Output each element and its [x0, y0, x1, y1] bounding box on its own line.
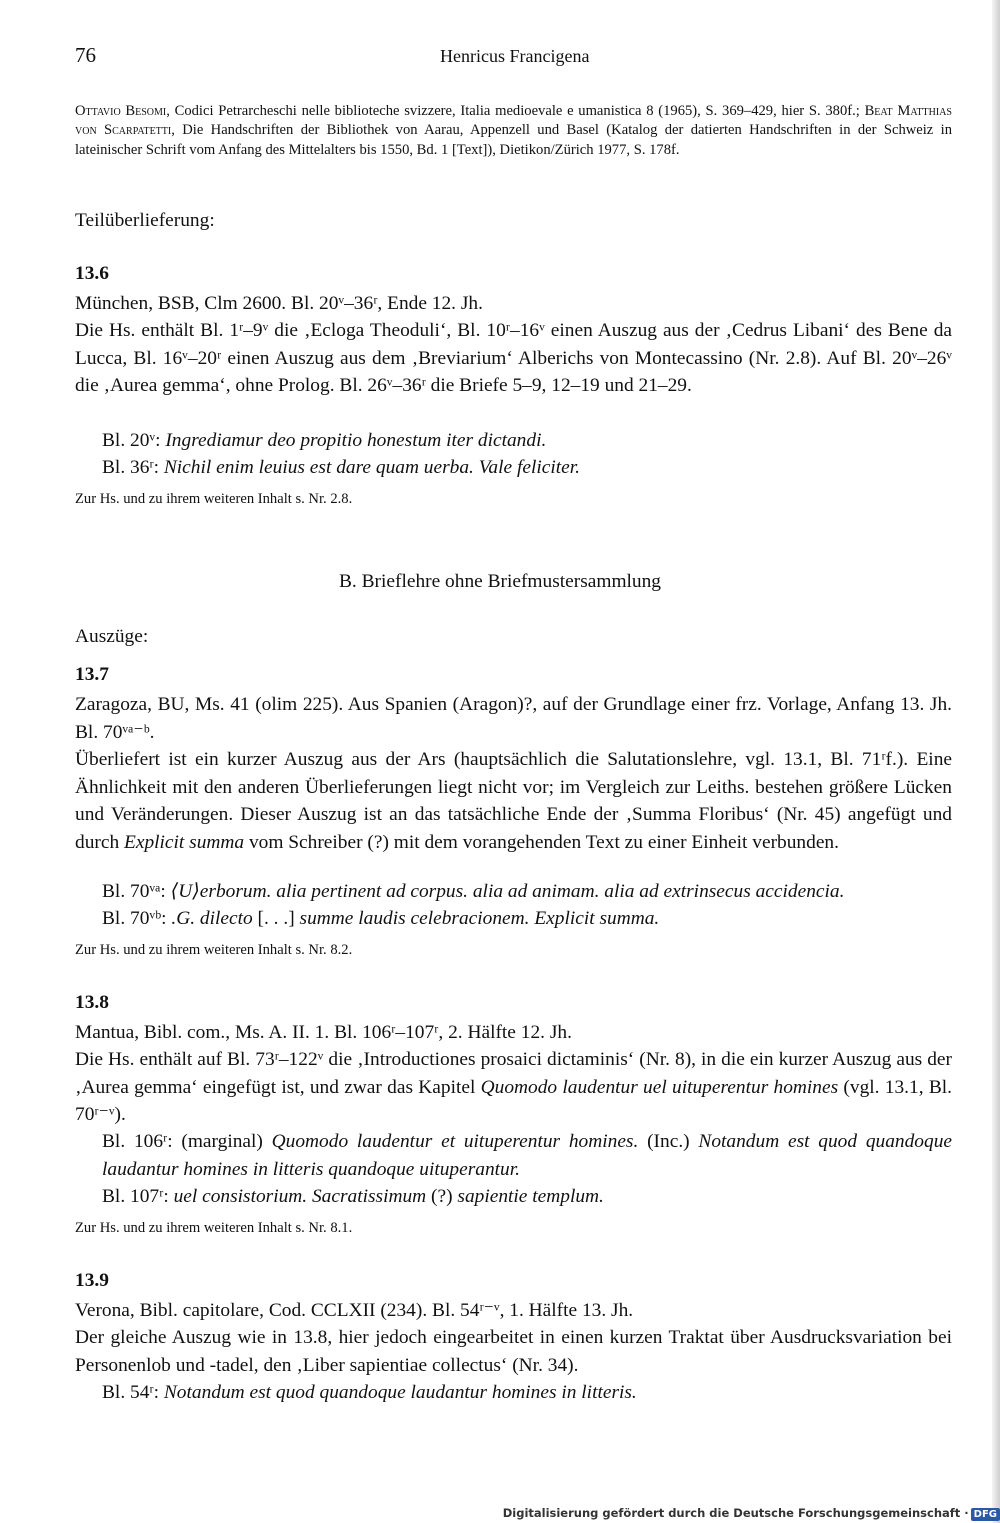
entry-13-8-quote-2 [102, 1183, 952, 1211]
desc-part: vom Schreiber (?) mit dem vorangehenden Text zu einer Einheit verbunden. [244, 831, 839, 853]
quote-text: sapientie templum. [457, 1186, 604, 1207]
desc-italic: Explicit summa [124, 831, 245, 853]
entry-13-8-note: Zur Hs. und zu ihrem weiteren Inhalt s. Nr. 8.1. [75, 1220, 353, 1236]
entry-13-8-quote-1 [102, 1128, 952, 1183]
teilueberlieferung-label: Teilüberlieferung: [75, 210, 215, 231]
quote-ref: Bl. 107ʳ: [102, 1186, 174, 1207]
entry-13-9-description: Der gleiche Auszug wie in 13.8, hier jedoch eingearbeitet in einen kurzen Traktat über Ausdrucksvariation bei Personenlob und -tadel, den ‚Liber sapientiae collectus‘ (Nr. 34). [75, 1327, 952, 1376]
quote-text: summe laudis celebracionem. Explicit summa. [294, 908, 660, 929]
running-head: Henricus Francigena [440, 46, 590, 66]
entry-13-7-note: Zur Hs. und zu ihrem weiteren Inhalt s. Nr. 8.2. [75, 942, 353, 958]
page-number: 76 [75, 43, 96, 67]
section-b-heading: B. Brieflehre ohne Briefmustersammlung [338, 571, 662, 592]
page-edge-shadow [992, 0, 1000, 1523]
quote-ref: Bl. 36ʳ: [102, 457, 164, 478]
bib-text-besomi: , Codici Petrarcheschi nelle biblioteche svizzere, Italia medioevale e umanistica 8 (1965), S. 369–429, hier S. 380f.; [166, 103, 865, 119]
quote-ref: Bl. 54ʳ: [102, 1382, 164, 1403]
entry-13-6-description: Die Hs. enthält Bl. 1ʳ–9ᵛ die ‚Ecloga Theoduli‘, Bl. 10ʳ–16ᵛ einen Auszug aus der ‚Cedrus Libani‘ des Bene da Lucca, Bl. 16ᵛ–20ʳ einen Auszug aus dem ‚Breviarium‘ Alberichs von Montecassino (Nr. 2.8). Auf Bl. 20ᵛ–26ᵛ die ‚Aurea gemma‘, ohne Prolog. Bl. 26ᵛ–36ʳ die Briefe 5–9, 12–19 und 21–29. [75, 320, 952, 396]
quote-text: Notandum est quod quandoque laudantur homines in litteris quandoque uituperantur. [102, 1131, 952, 1180]
desc-part: (vgl. 13.1, Bl. 70ʳ⁻ᵛ). [75, 1076, 953, 1125]
quote-gap: [. . .] [257, 908, 295, 929]
bib-author-scarpatetti: Beat Matthias von Scarpatetti [75, 103, 952, 139]
entry-13-6-quote-1 [102, 427, 952, 455]
bib-author-besomi: Ottavio Besomi [75, 103, 167, 119]
quote-ref: Bl. 70ᵛᵃ: [102, 881, 171, 902]
entry-number-13-9: 13.9 [75, 1270, 109, 1291]
desc-part: Die Hs. enthält auf Bl. 73ʳ–122ᵛ die ‚Introductiones prosaici dictaminis‘ (Nr. 8), in die ein kurzer Auszug aus der ‚Aurea gemma‘ eingefügt ist, und zwar das Kapitel [75, 1049, 952, 1098]
entry-13-7-description [75, 746, 952, 856]
dfg-logo-icon: DFG [971, 1508, 1000, 1521]
quote-ref: Bl. 20ᵛ: [102, 430, 166, 451]
entry-number-13-6: 13.6 [75, 263, 109, 284]
entry-13-9-quote-1 [102, 1379, 952, 1407]
auszuege-label: Auszüge: [75, 626, 149, 647]
quote-query: (?) [426, 1186, 458, 1207]
bibliography-block [75, 102, 952, 160]
desc-part: Überliefert ist ein kurzer Auszug aus der Ars (hauptsächlich die Salutationslehre, vgl. 13.1, Bl. 71ʳf.). Eine Ähnlichkeit mit den anderen Überlieferungen liegt nicht vor; im Vergleich zur Leiths. bestehen größere Lücken und Veränderungen. Dieser Auszug ist an das tatsächliche Ende der ‚Summa Floribus‘ (Nr. 45) angefügt und durch [75, 749, 952, 853]
entry-13-6-note: Zur Hs. und zu ihrem weiteren Inhalt s. Nr. 2.8. [75, 491, 353, 507]
entry-13-8-description [75, 1046, 952, 1129]
quote-ref: Bl. 70ᵛᵇ: [102, 908, 172, 929]
quote-ref: Bl. 106ʳ: (marginal) [102, 1131, 272, 1152]
quote-text: Ingrediamur deo propitio honestum iter dictandi. [165, 430, 547, 451]
digitization-footer [503, 1506, 1000, 1521]
entry-13-6-quote-2 [102, 454, 952, 482]
quote-text: uel consistorium. Sacratissimum [173, 1186, 427, 1207]
quote-text: Nichil enim leuius est dare quam uerba. Vale feliciter. [163, 457, 580, 478]
quote-text: ⟨U⟩erborum. alia pertinent ad corpus. alia ad animam. alia ad extrinsecus accidencia. [170, 881, 845, 902]
entry-13-7-heading: Zaragoza, BU, Ms. 41 (olim 225). Aus Spanien (Aragon)?, auf der Grundlage einer frz. Vorlage, Anfang 13. Jh. Bl. 70ᵛᵃ⁻ᵇ. [75, 694, 952, 743]
quote-text: Quomodo laudentur et uituperentur homines. [271, 1131, 639, 1152]
entry-number-13-8: 13.8 [75, 992, 109, 1013]
entry-number-13-7: 13.7 [75, 664, 109, 685]
entry-13-8-heading: Mantua, Bibl. com., Ms. A. II. 1. Bl. 106ʳ–107ʳ, 2. Hälfte 12. Jh. [75, 1022, 572, 1043]
entry-13-9-heading: Verona, Bibl. capitolare, Cod. CCLXII (234). Bl. 54ʳ⁻ᵛ, 1. Hälfte 13. Jh. [75, 1300, 634, 1321]
quote-text: Notandum est quod quandoque laudantur homines in litteris. [163, 1382, 637, 1403]
bib-text-scarpatetti: , Die Handschriften der Bibliothek von Aarau, Appenzell und Basel (Katalog der datierten Handschriften in der Schweiz in lateinischer Schrift vom Anfang des Mittelalters bis 1550, Bd. 1 [Text]), Dietikon/Zürich 1977, S. 178f. [75, 122, 952, 158]
footer-text: Digitalisierung gefördert durch die Deutsche Forschungsgemeinschaft · [502, 1506, 969, 1520]
quote-text: .G. dilecto [171, 908, 258, 929]
entry-13-7-quote-1 [102, 878, 952, 906]
desc-italic: Quomodo laudentur uel uituperentur homines [480, 1076, 839, 1098]
entry-13-6-heading: München, BSB, Clm 2600. Bl. 20ᵛ–36ʳ, Ende 12. Jh. [75, 293, 483, 314]
entry-13-7-quote-2 [102, 905, 952, 933]
quote-inc: (Inc.) [638, 1131, 699, 1152]
